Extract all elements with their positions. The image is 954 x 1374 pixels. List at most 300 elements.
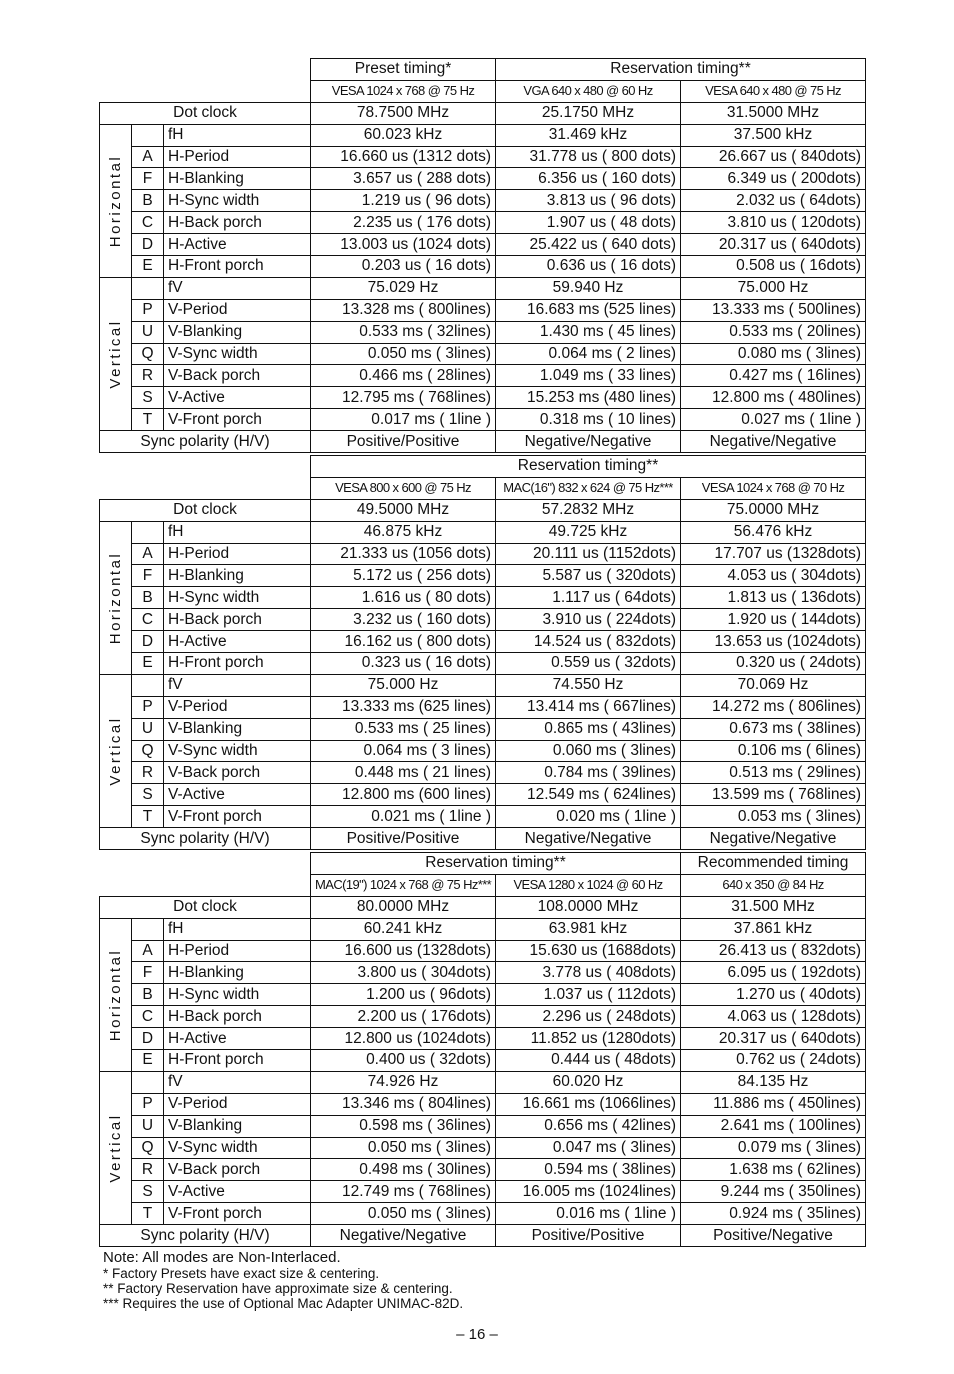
param-value: 1.270 us ( 40dots) <box>681 984 866 1006</box>
param-letter: D <box>132 1028 164 1050</box>
param-value: 26.667 us ( 840dots) <box>681 146 866 168</box>
empty-letter-cell <box>132 918 164 940</box>
dot-clock-value: 75.0000 MHz <box>681 499 866 521</box>
horizontal-group-label-text: Horizontal <box>106 154 124 248</box>
group-header-reservation: Reservation timing** <box>311 456 866 478</box>
param-value: 1.907 us ( 48 dots) <box>496 212 681 234</box>
param-value: 6.095 us ( 192dots) <box>681 962 866 984</box>
param-value: 16.162 us ( 800 dots) <box>311 631 496 653</box>
param-name: V-Front porch <box>164 806 311 828</box>
empty-letter-cell <box>132 1071 164 1093</box>
param-value: 0.656 ms ( 42lines) <box>496 1115 681 1137</box>
param-name: V-Blanking <box>164 1115 311 1137</box>
timing-table-1 <box>99 58 866 453</box>
param-value: 3.232 us ( 160 dots) <box>311 609 496 631</box>
dot-clock-label: Dot clock <box>100 102 311 124</box>
table-row <box>100 653 866 675</box>
param-name: V-Active <box>164 784 311 806</box>
param-name: V-Back porch <box>164 762 311 784</box>
timing-table-2 <box>99 455 866 850</box>
table-row <box>100 1028 866 1050</box>
param-value: 1.037 us ( 112dots) <box>496 984 681 1006</box>
table-row <box>100 984 866 1006</box>
param-value: 13.414 ms ( 667lines) <box>496 696 681 718</box>
mode-header: MAC(16") 832 x 624 @ 75 Hz*** <box>496 477 681 499</box>
fh-value: 60.241 kHz <box>311 918 496 940</box>
page-number: – 16 – <box>456 1326 498 1343</box>
table-row <box>100 740 866 762</box>
param-value: 3.657 us ( 288 dots) <box>311 168 496 190</box>
param-value: 0.079 ms ( 3lines) <box>681 1137 866 1159</box>
sync-polarity-value: Negative/Negative <box>496 431 681 453</box>
param-value: 20.317 us ( 640dots) <box>681 1028 866 1050</box>
param-value: 0.021 ms ( 1line ) <box>311 806 496 828</box>
param-value: 6.356 us ( 160 dots) <box>496 168 681 190</box>
param-value: 0.784 ms ( 39lines) <box>496 762 681 784</box>
dot-clock-value: 25.1750 MHz <box>496 102 681 124</box>
param-value: 0.498 ms ( 30lines) <box>311 1159 496 1181</box>
param-value: 12.800 ms (600 lines) <box>311 784 496 806</box>
empty-corner <box>100 874 311 896</box>
param-value: 1.638 ms ( 62lines) <box>681 1159 866 1181</box>
param-value: 0.323 us ( 16 dots) <box>311 653 496 675</box>
vertical-group-label <box>100 277 132 430</box>
dot-clock-value: 31.500 MHz <box>681 896 866 918</box>
footnotes <box>103 1250 463 1311</box>
param-value: 11.852 us (1280dots) <box>496 1028 681 1050</box>
dot-clock-value: 31.5000 MHz <box>681 102 866 124</box>
mode-header: VGA 640 x 480 @ 60 Hz <box>496 80 681 102</box>
table-row <box>100 321 866 343</box>
sync-polarity-label: Sync polarity (H/V) <box>100 828 311 850</box>
mode-header: VESA 800 x 600 @ 75 Hz <box>311 477 496 499</box>
mode-header: VESA 1024 x 768 @ 70 Hz <box>681 477 866 499</box>
sync-polarity-value: Positive/Negative <box>681 1225 866 1247</box>
param-value: 0.064 ms ( 3 lines) <box>311 740 496 762</box>
param-letter: B <box>132 587 164 609</box>
param-letter: R <box>132 365 164 387</box>
param-letter: C <box>132 212 164 234</box>
param-value: 0.865 ms ( 43lines) <box>496 718 681 740</box>
param-value: 0.047 ms ( 3lines) <box>496 1137 681 1159</box>
table-row <box>100 1093 866 1115</box>
table-row <box>100 1137 866 1159</box>
param-name: V-Back porch <box>164 1159 311 1181</box>
param-name: H-Front porch <box>164 653 311 675</box>
fh-value: 60.023 kHz <box>311 124 496 146</box>
param-value: 2.200 us ( 176dots) <box>311 1006 496 1028</box>
table-row <box>100 387 866 409</box>
param-value: 15.630 us (1688dots) <box>496 940 681 962</box>
param-value: 20.111 us (1152dots) <box>496 543 681 565</box>
fh-value: 37.861 kHz <box>681 918 866 940</box>
param-value: 0.598 ms ( 36lines) <box>311 1115 496 1137</box>
param-value: 0.320 us ( 24dots) <box>681 653 866 675</box>
param-letter: P <box>132 299 164 321</box>
dot-clock-value: 49.5000 MHz <box>311 499 496 521</box>
timing-table-3 <box>99 852 866 1247</box>
vertical-group-label-text: Vertical <box>106 319 124 389</box>
param-name: H-Back porch <box>164 212 311 234</box>
param-value: 16.005 ms (1024lines) <box>496 1181 681 1203</box>
table-row <box>100 543 866 565</box>
param-value: 4.063 us ( 128dots) <box>681 1006 866 1028</box>
param-value: 2.296 us ( 248dots) <box>496 1006 681 1028</box>
param-name: V-Period <box>164 1093 311 1115</box>
param-value: 13.346 ms ( 804lines) <box>311 1093 496 1115</box>
param-letter: Q <box>132 1137 164 1159</box>
table-row <box>100 718 866 740</box>
param-value: 14.524 us ( 832dots) <box>496 631 681 653</box>
param-name: H-Period <box>164 940 311 962</box>
fh-value: 37.500 kHz <box>681 124 866 146</box>
param-value: 1.813 us ( 136dots) <box>681 587 866 609</box>
param-letter: U <box>132 718 164 740</box>
table-row <box>100 784 866 806</box>
param-value: 16.683 ms (525 lines) <box>496 299 681 321</box>
fv-value: 84.135 Hz <box>681 1071 866 1093</box>
param-value: 3.810 us ( 120dots) <box>681 212 866 234</box>
sync-polarity-value: Positive/Positive <box>311 828 496 850</box>
param-value: 0.448 ms ( 21 lines) <box>311 762 496 784</box>
param-value: 0.636 us ( 16 dots) <box>496 256 681 278</box>
param-name: H-Sync width <box>164 190 311 212</box>
param-value: 13.333 ms (625 lines) <box>311 696 496 718</box>
table-row <box>100 609 866 631</box>
param-value: 5.172 us ( 256 dots) <box>311 565 496 587</box>
param-value: 1.200 us ( 96dots) <box>311 984 496 1006</box>
table-row <box>100 631 866 653</box>
fv-value: 75.000 Hz <box>681 277 866 299</box>
param-letter: A <box>132 146 164 168</box>
sync-polarity-value: Negative/Negative <box>681 431 866 453</box>
param-value: 0.080 ms ( 3lines) <box>681 343 866 365</box>
param-letter: T <box>132 409 164 431</box>
table-row <box>100 940 866 962</box>
param-name: V-Sync width <box>164 740 311 762</box>
param-name: H-Active <box>164 1028 311 1050</box>
group-header-preset: Preset timing* <box>311 59 496 81</box>
param-name: H-Back porch <box>164 609 311 631</box>
param-letter: B <box>132 984 164 1006</box>
empty-corner <box>100 456 311 478</box>
empty-letter-cell <box>132 521 164 543</box>
empty-letter-cell <box>132 674 164 696</box>
param-value: 0.924 ms ( 35lines) <box>681 1203 866 1225</box>
horizontal-group-label <box>100 521 132 674</box>
fv-label: fV <box>164 277 311 299</box>
param-letter: Q <box>132 343 164 365</box>
param-value: 12.549 ms ( 624lines) <box>496 784 681 806</box>
param-value: 2.235 us ( 176 dots) <box>311 212 496 234</box>
fv-value: 75.000 Hz <box>311 674 496 696</box>
param-value: 1.117 us ( 64dots) <box>496 587 681 609</box>
param-value: 1.920 us ( 144dots) <box>681 609 866 631</box>
table-row <box>100 146 866 168</box>
param-name: H-Back porch <box>164 1006 311 1028</box>
param-letter: F <box>132 962 164 984</box>
param-name: H-Blanking <box>164 565 311 587</box>
param-name: V-Sync width <box>164 343 311 365</box>
param-letter: T <box>132 1203 164 1225</box>
fv-value: 75.029 Hz <box>311 277 496 299</box>
fh-label: fH <box>164 124 311 146</box>
table-row <box>100 299 866 321</box>
param-value: 1.219 us ( 96 dots) <box>311 190 496 212</box>
param-name: V-Period <box>164 696 311 718</box>
param-value: 12.800 ms ( 480lines) <box>681 387 866 409</box>
param-value: 0.060 ms ( 3lines) <box>496 740 681 762</box>
param-value: 25.422 us ( 640 dots) <box>496 234 681 256</box>
param-letter: R <box>132 1159 164 1181</box>
param-name: H-Active <box>164 631 311 653</box>
param-value: 21.333 us (1056 dots) <box>311 543 496 565</box>
param-name: V-Sync width <box>164 1137 311 1159</box>
param-value: 14.272 ms ( 806lines) <box>681 696 866 718</box>
horizontal-group-label <box>100 124 132 277</box>
group-header-recommended: Recommended timing <box>681 853 866 875</box>
param-value: 9.244 ms ( 350lines) <box>681 1181 866 1203</box>
fv-value: 60.020 Hz <box>496 1071 681 1093</box>
table-row <box>100 212 866 234</box>
table-row <box>100 234 866 256</box>
param-letter: U <box>132 321 164 343</box>
param-value: 0.203 us ( 16 dots) <box>311 256 496 278</box>
param-value: 0.050 ms ( 3lines) <box>311 1203 496 1225</box>
param-letter: C <box>132 1006 164 1028</box>
dot-clock-label: Dot clock <box>100 896 311 918</box>
param-value: 0.508 us ( 16dots) <box>681 256 866 278</box>
param-name: H-Sync width <box>164 587 311 609</box>
note-mac-adapter: *** Requires the use of Optional Mac Adapter UNIMAC-82D. <box>103 1296 464 1311</box>
param-name: V-Period <box>164 299 311 321</box>
param-value: 13.333 ms ( 500lines) <box>681 299 866 321</box>
fv-value: 59.940 Hz <box>496 277 681 299</box>
param-value: 31.778 us ( 800 dots) <box>496 146 681 168</box>
param-letter: R <box>132 762 164 784</box>
fv-label: fV <box>164 1071 311 1093</box>
fh-value: 46.875 kHz <box>311 521 496 543</box>
vertical-group-label <box>100 1071 132 1224</box>
param-value: 0.673 ms ( 38lines) <box>681 718 866 740</box>
param-value: 3.800 us ( 304dots) <box>311 962 496 984</box>
fh-value: 56.476 kHz <box>681 521 866 543</box>
param-value: 15.253 ms (480 lines) <box>496 387 681 409</box>
empty-corner <box>100 477 311 499</box>
param-value: 3.910 us ( 224dots) <box>496 609 681 631</box>
table-row <box>100 806 866 828</box>
table-row <box>100 1181 866 1203</box>
param-value: 0.318 ms ( 10 lines) <box>496 409 681 431</box>
param-value: 0.020 ms ( 1line ) <box>496 806 681 828</box>
param-name: V-Front porch <box>164 409 311 431</box>
param-value: 5.587 us ( 320dots) <box>496 565 681 587</box>
table-row <box>100 565 866 587</box>
mode-header: VESA 1024 x 768 @ 75 Hz <box>311 80 496 102</box>
fh-value: 63.981 kHz <box>496 918 681 940</box>
param-value: 2.641 ms ( 100lines) <box>681 1115 866 1137</box>
sync-polarity-value: Negative/Negative <box>496 828 681 850</box>
param-value: 0.027 ms ( 1line ) <box>681 409 866 431</box>
table-row <box>100 696 866 718</box>
param-value: 0.017 ms ( 1line ) <box>311 409 496 431</box>
param-value: 13.599 ms ( 768lines) <box>681 784 866 806</box>
sync-polarity-value: Positive/Positive <box>496 1225 681 1247</box>
table-row <box>100 1050 866 1072</box>
param-value: 0.400 us ( 32dots) <box>311 1050 496 1072</box>
param-value: 1.049 ms ( 33 lines) <box>496 365 681 387</box>
param-letter: Q <box>132 740 164 762</box>
dot-clock-label: Dot clock <box>100 499 311 521</box>
param-value: 0.533 ms ( 32lines) <box>311 321 496 343</box>
table-row <box>100 1115 866 1137</box>
param-letter: E <box>132 1050 164 1072</box>
param-value: 0.762 us ( 24dots) <box>681 1050 866 1072</box>
param-name: V-Back porch <box>164 365 311 387</box>
param-value: 11.886 ms ( 450lines) <box>681 1093 866 1115</box>
table-row <box>100 587 866 609</box>
fv-label: fV <box>164 674 311 696</box>
param-name: H-Period <box>164 543 311 565</box>
param-name: H-Period <box>164 146 311 168</box>
param-name: H-Sync width <box>164 984 311 1006</box>
param-letter: A <box>132 940 164 962</box>
param-name: V-Blanking <box>164 321 311 343</box>
param-value: 0.064 ms ( 2 lines) <box>496 343 681 365</box>
fv-value: 74.550 Hz <box>496 674 681 696</box>
param-value: 4.053 us ( 304dots) <box>681 565 866 587</box>
param-value: 17.707 us (1328dots) <box>681 543 866 565</box>
sync-polarity-label: Sync polarity (H/V) <box>100 1225 311 1247</box>
empty-letter-cell <box>132 124 164 146</box>
param-value: 12.795 ms ( 768lines) <box>311 387 496 409</box>
param-letter: C <box>132 609 164 631</box>
param-value: 13.653 us (1024dots) <box>681 631 866 653</box>
param-name: H-Blanking <box>164 168 311 190</box>
param-value: 0.016 ms ( 1line ) <box>496 1203 681 1225</box>
param-value: 16.600 us (1328dots) <box>311 940 496 962</box>
param-letter: S <box>132 387 164 409</box>
param-letter: S <box>132 784 164 806</box>
param-value: 0.594 ms ( 38lines) <box>496 1159 681 1181</box>
vertical-group-label-text: Vertical <box>106 716 124 786</box>
param-value: 12.749 ms ( 768lines) <box>311 1181 496 1203</box>
table-row <box>100 1159 866 1181</box>
param-letter: S <box>132 1181 164 1203</box>
sync-polarity-value: Negative/Negative <box>681 828 866 850</box>
empty-letter-cell <box>132 277 164 299</box>
param-value: 3.778 us ( 408dots) <box>496 962 681 984</box>
dot-clock-value: 78.7500 MHz <box>311 102 496 124</box>
table-row <box>100 168 866 190</box>
param-name: V-Active <box>164 387 311 409</box>
param-letter: P <box>132 1093 164 1115</box>
horizontal-group-label-text: Horizontal <box>106 551 124 645</box>
param-value: 12.800 us (1024dots) <box>311 1028 496 1050</box>
param-value: 1.430 ms ( 45 lines) <box>496 321 681 343</box>
mode-header: MAC(19") 1024 x 768 @ 75 Hz*** <box>311 874 496 896</box>
param-name: H-Front porch <box>164 256 311 278</box>
param-name: H-Blanking <box>164 962 311 984</box>
param-letter: B <box>132 190 164 212</box>
table-row <box>100 409 866 431</box>
group-header-reservation: Reservation timing** <box>496 59 866 81</box>
mode-header: VESA 640 x 480 @ 75 Hz <box>681 80 866 102</box>
param-value: 0.533 ms ( 25 lines) <box>311 718 496 740</box>
sync-polarity-value: Negative/Negative <box>311 1225 496 1247</box>
table-row <box>100 1006 866 1028</box>
dot-clock-value: 57.2832 MHz <box>496 499 681 521</box>
param-value: 0.427 ms ( 16lines) <box>681 365 866 387</box>
fh-value: 49.725 kHz <box>496 521 681 543</box>
group-header-reservation: Reservation timing** <box>311 853 681 875</box>
param-value: 20.317 us ( 640dots) <box>681 234 866 256</box>
param-value: 0.050 ms ( 3lines) <box>311 1137 496 1159</box>
mode-header: 640 x 350 @ 84 Hz <box>681 874 866 896</box>
dot-clock-value: 80.0000 MHz <box>311 896 496 918</box>
param-name: V-Blanking <box>164 718 311 740</box>
param-value: 1.616 us ( 80 dots) <box>311 587 496 609</box>
param-name: V-Front porch <box>164 1203 311 1225</box>
table-row <box>100 962 866 984</box>
fh-label: fH <box>164 918 311 940</box>
param-value: 0.559 us ( 32dots) <box>496 653 681 675</box>
param-letter: F <box>132 565 164 587</box>
param-value: 16.660 us (1312 dots) <box>311 146 496 168</box>
dot-clock-value: 108.0000 MHz <box>496 896 681 918</box>
param-letter: E <box>132 653 164 675</box>
param-value: 0.466 ms ( 28lines) <box>311 365 496 387</box>
param-value: 0.533 ms ( 20lines) <box>681 321 866 343</box>
param-value: 13.328 ms ( 800lines) <box>311 299 496 321</box>
param-value: 16.661 ms (1066lines) <box>496 1093 681 1115</box>
sync-polarity-value: Positive/Positive <box>311 431 496 453</box>
table-row <box>100 762 866 784</box>
param-letter: P <box>132 696 164 718</box>
vertical-group-label <box>100 674 132 827</box>
param-value: 0.050 ms ( 3lines) <box>311 343 496 365</box>
param-value: 6.349 us ( 200dots) <box>681 168 866 190</box>
param-value: 0.106 ms ( 6lines) <box>681 740 866 762</box>
empty-corner <box>100 853 311 875</box>
param-letter: U <box>132 1115 164 1137</box>
param-value: 26.413 us ( 832dots) <box>681 940 866 962</box>
param-letter: D <box>132 631 164 653</box>
fh-label: fH <box>164 521 311 543</box>
table-row <box>100 256 866 278</box>
empty-corner <box>100 59 311 81</box>
table-row <box>100 190 866 212</box>
fh-value: 31.469 kHz <box>496 124 681 146</box>
table-row <box>100 365 866 387</box>
param-letter: F <box>132 168 164 190</box>
fv-value: 70.069 Hz <box>681 674 866 696</box>
param-value: 0.444 us ( 48dots) <box>496 1050 681 1072</box>
param-letter: D <box>132 234 164 256</box>
param-value: 0.513 ms ( 29lines) <box>681 762 866 784</box>
param-name: H-Front porch <box>164 1050 311 1072</box>
param-name: H-Active <box>164 234 311 256</box>
vertical-group-label-text: Vertical <box>106 1113 124 1183</box>
param-letter: A <box>132 543 164 565</box>
table-row <box>100 343 866 365</box>
param-value: 13.003 us (1024 dots) <box>311 234 496 256</box>
param-name: V-Active <box>164 1181 311 1203</box>
fv-value: 74.926 Hz <box>311 1071 496 1093</box>
param-letter: T <box>132 806 164 828</box>
param-value: 3.813 us ( 96 dots) <box>496 190 681 212</box>
param-value: 2.032 us ( 64dots) <box>681 190 866 212</box>
